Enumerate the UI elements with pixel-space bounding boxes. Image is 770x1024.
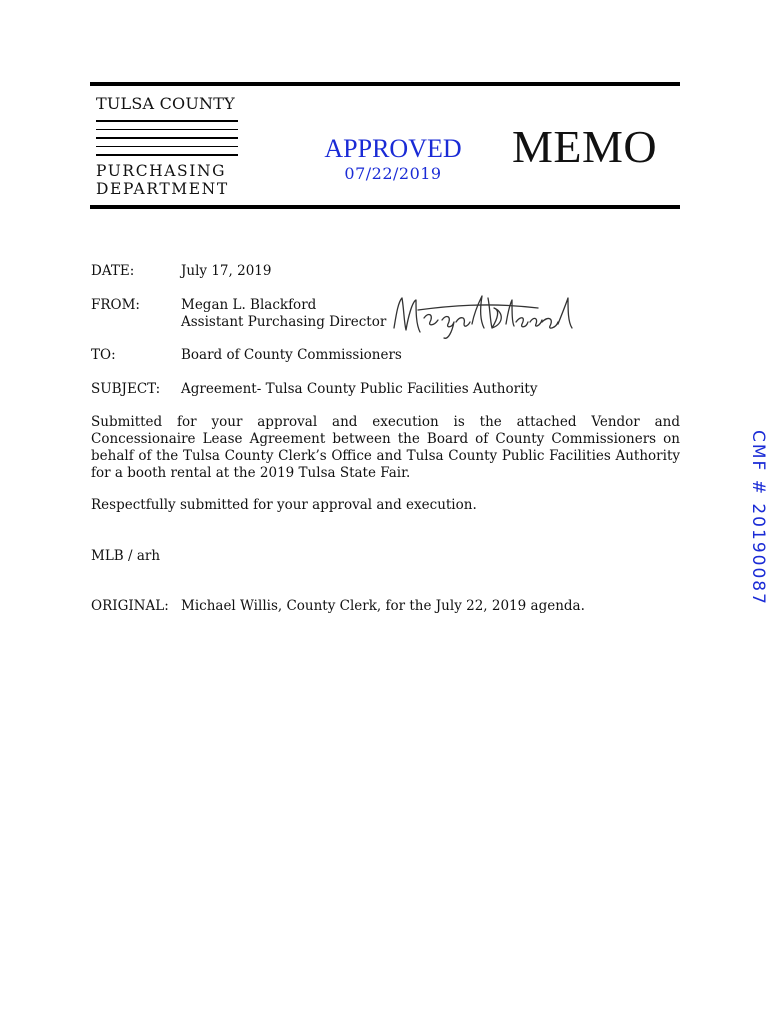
from-label: FROM: xyxy=(91,297,140,313)
subject-value: Agreement- Tulsa County Public Facilities Authority xyxy=(181,381,538,397)
signature xyxy=(388,288,578,344)
date-label: DATE: xyxy=(91,263,135,279)
original-label: ORIGINAL: xyxy=(91,598,169,614)
header-bottom-rule xyxy=(90,205,680,209)
cmf-side-stamp xyxy=(748,430,768,606)
from-name: Megan L. Blackford xyxy=(181,297,317,313)
initials: MLB / arh xyxy=(91,548,161,564)
date-value: July 17, 2019 xyxy=(181,263,272,279)
to-value: Board of County Commissioners xyxy=(181,347,402,363)
from-title: Assistant Purchasing Director xyxy=(181,314,387,330)
cmf-number: CMF # 20190087 xyxy=(748,430,768,606)
body-paragraph: Submitted for your approval and execution is the attached Vendor and Concessionaire Lease Agreement between the Board of County Commissioners on behalf of the Tulsa County Clerk’s Office and Tulsa County Public Facilities Authority for a booth rental at the 2019 Tulsa State Fair. xyxy=(91,414,680,481)
document-type-title: MEMO xyxy=(512,121,658,172)
org-department-line1: PURCHASING xyxy=(96,161,227,180)
logo-lines xyxy=(96,120,238,156)
closing-line: Respectfully submitted for your approval and execution. xyxy=(91,497,477,513)
approved-stamp xyxy=(318,134,468,184)
original-value: Michael Willis, County Clerk, for the July 22, 2019 agenda. xyxy=(181,598,585,614)
to-label: TO: xyxy=(91,347,116,363)
approved-word: APPROVED xyxy=(324,134,462,163)
org-name: TULSA COUNTY xyxy=(96,94,235,113)
org-department-line2: DEPARTMENT xyxy=(96,179,229,198)
approved-date: 07/22/2019 xyxy=(344,164,442,183)
header-top-rule xyxy=(90,82,680,86)
subject-label: SUBJECT: xyxy=(91,381,161,397)
department-logo xyxy=(96,94,238,199)
